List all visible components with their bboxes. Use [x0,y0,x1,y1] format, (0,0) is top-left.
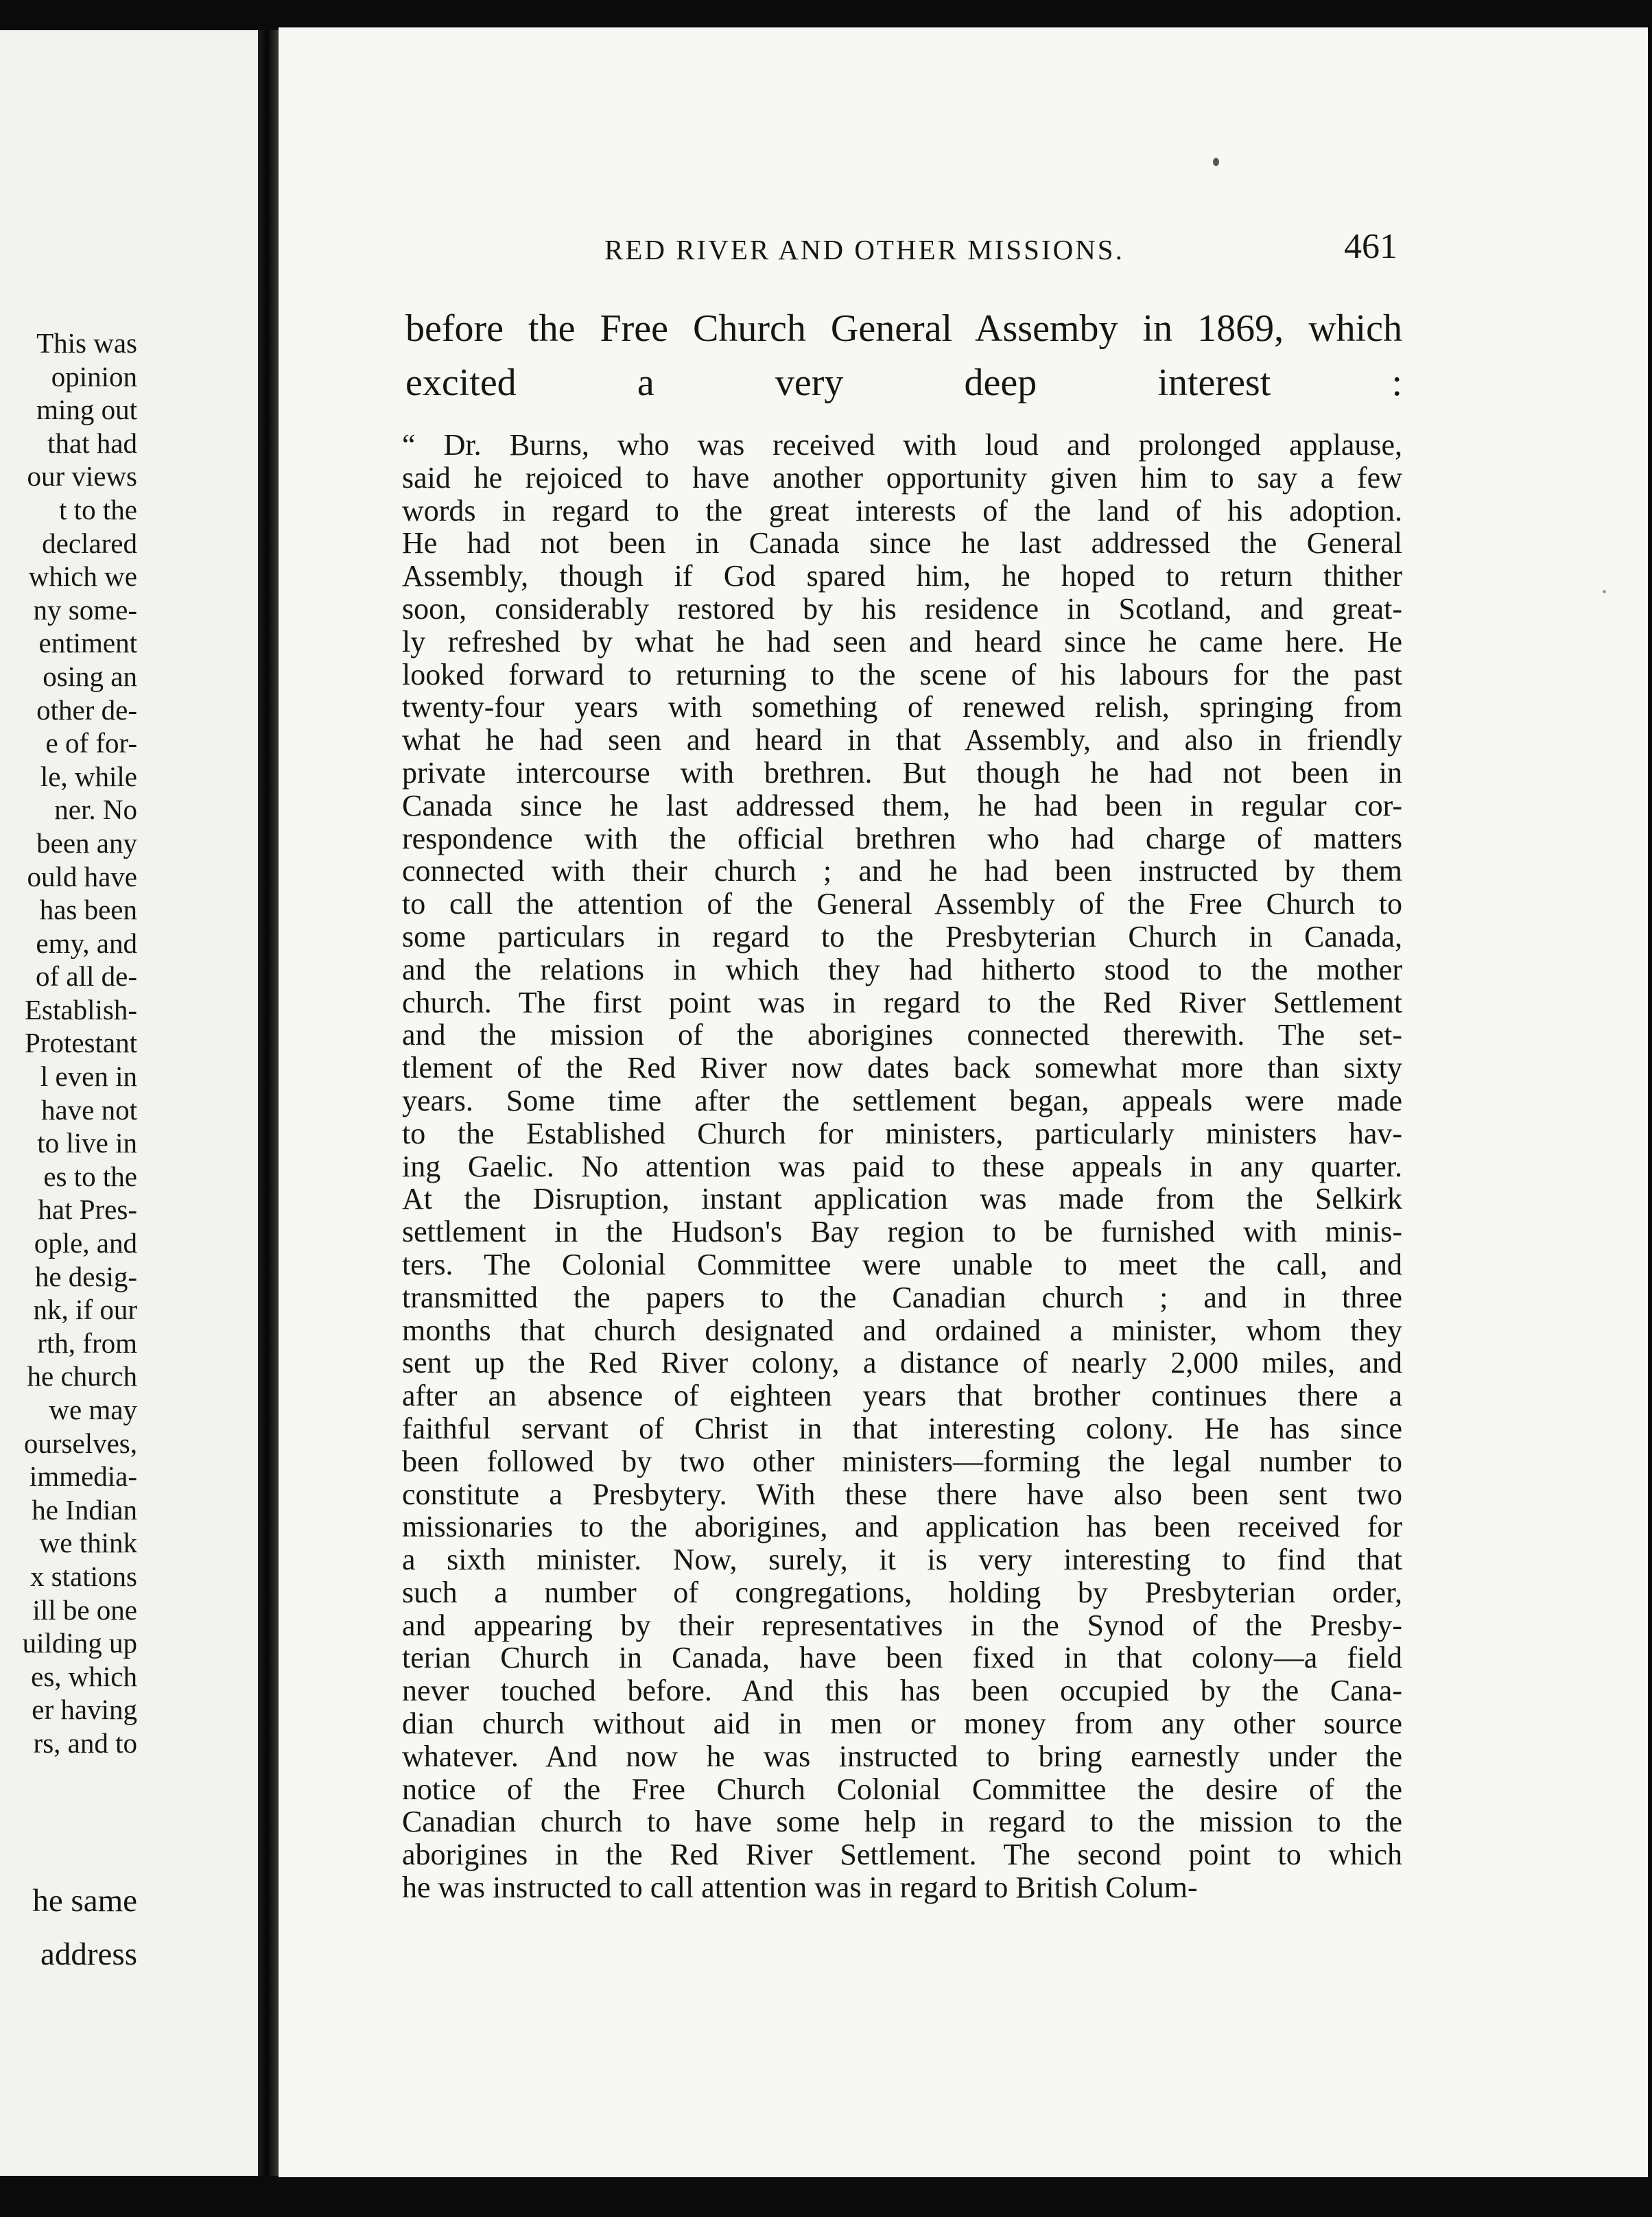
left-page [0,30,262,2176]
page-number: 461 [1344,227,1397,266]
body-text-line: faithful servant of Christ in that interesting colony. He has since [402,1411,1402,1445]
body-text-line: to the Established Church for ministers, particularly ministers hav- [402,1116,1402,1150]
body-text-line: ters. The Colonial Committee were unable to meet the call, and [402,1247,1402,1281]
body-text-line: notice of the Free Church Colonial Committee the desire of the [402,1772,1402,1806]
left-tail-line: he same [32,1883,137,1919]
left-text-line: es to the [43,1160,137,1192]
body-text-line: transmitted the papers to the Canadian church ; and in three [402,1280,1402,1314]
body-text-line: private intercourse with brethren. But though he had not been in [402,755,1402,790]
body-text-line: He had not been in Canada since he last addressed the General [402,526,1402,560]
body-text-line: dian church without aid in men or money from any other source [402,1707,1402,1741]
body-text-line: such a number of congregations, holding by Presbyterian order, [402,1575,1402,1609]
left-text-line: he church [27,1360,137,1392]
left-text-line: Establish- [25,993,137,1025]
left-page-tail-text [32,1874,137,1981]
left-text-line: ming out [36,394,137,426]
left-text-line: Protestant [25,1027,137,1059]
ink-speck [1213,158,1219,166]
left-text-line: to live in [37,1127,137,1159]
left-text-line: l even in [40,1060,137,1093]
body-text-line: soon, considerably restored by his residence in Scotland, and great- [402,591,1402,626]
left-text-line: hat Pres- [38,1194,137,1226]
left-text-line: e of for- [45,727,137,759]
left-text-line: rth, from [37,1327,137,1359]
intro-line: excited a very deep interest : [405,361,1402,404]
body-text-line: words in regard to the great interests of the land of his adoption. [402,493,1402,527]
left-text-line: rs, and to [33,1727,137,1759]
body-text-line: he was instructed to call attention was in regard to British Colum- [402,1871,1198,1905]
left-text-line: entiment [38,627,137,659]
book-gutter [258,30,279,2176]
body-text-line: terian Church in Canada, have been fixed in that colony—a field [402,1641,1402,1675]
intro-paragraph [405,302,1402,410]
body-text-line: settlement in the Hudson's Bay region to be furnished with minis- [402,1215,1402,1249]
left-text-line: ill be one [32,1593,137,1626]
left-text-line: has been [39,894,137,926]
body-text-line: looked forward to returning to the scene of his labours for the past [402,657,1402,691]
body-text-line: church. The first point was in regard to the Red River Settlement [402,985,1402,1019]
body-text-line: Canada since he last addressed them, he had been in regular cor- [402,788,1402,822]
left-text-line: that had [47,427,137,459]
left-text-line: This was [36,327,137,359]
left-text-line: he desig- [34,1260,137,1292]
left-text-line: x stations [30,1560,137,1592]
body-text-line: what he had seen and heard in that Assembly, and also in friendly [402,723,1402,757]
left-text-line: ner. No [54,794,137,826]
left-text-line: es, which [31,1660,137,1692]
left-text-line: ould have [27,860,137,892]
intro-line: before the Free Church General Assemby in 1869, which [405,307,1402,350]
running-head [279,226,1648,274]
body-text-line: whatever. And now he was instructed to bring earnestly under the [402,1739,1402,1773]
body-text-line: At the Disruption, instant application was made from the Selkirk [402,1182,1402,1216]
body-text-line: twenty-four years with something of renewed relish, springing from [402,690,1402,724]
left-text-line: nk, if our [33,1294,137,1326]
running-head-title: RED RIVER AND OTHER MISSIONS. [604,234,1124,265]
left-text-line: ople, and [34,1227,137,1259]
left-text-line: declared [42,527,137,559]
left-text-line: le, while [40,760,137,792]
body-text-line: respondence with the official brethren who had charge of matters [402,821,1402,855]
left-text-line: been any [36,827,137,859]
body-text-line: aborigines in the Red River Settlement. The second point to which [402,1838,1402,1872]
quoted-speech-paragraph [402,429,1402,1904]
left-text-line: osing an [43,660,137,692]
body-text-line: ly refreshed by what he had seen and heard since he came here. He [402,624,1402,659]
body-text-line: never touched before. And this has been occupied by the Cana- [402,1674,1402,1708]
left-page-text [0,327,137,1760]
left-text-line: emy, and [36,927,137,959]
right-page [279,27,1648,2177]
left-text-line: have not [40,1093,137,1126]
body-text-line: said he rejoiced to have another opportunity given him to say a few [402,460,1402,495]
left-text-line: uilding up [22,1627,137,1659]
body-text-line: tlement of the Red River now dates back somewhat more than sixty [402,1051,1402,1085]
body-text-line: ing Gaelic. No attention was paid to these appeals in any quarter. [402,1149,1402,1183]
left-text-line: which we [28,560,137,593]
body-text-line: sent up the Red River colony, a distance of nearly 2,000 miles, and [402,1346,1402,1380]
body-text-line: and appearing by their representatives in the Synod of the Presby- [402,1608,1402,1642]
left-text-line: he Indian [32,1493,137,1526]
left-text-line: opinion [51,360,137,392]
body-text-line: constitute a Presbytery. With these there have also been sent two [402,1477,1402,1511]
body-text-line: missionaries to the aborigines, and application has been received for [402,1510,1402,1544]
left-text-line: immedia- [29,1460,137,1493]
body-text-line: months that church designated and ordained a minister, whom they [402,1313,1402,1347]
left-text-line: our views [27,460,137,493]
body-text-line: Assembly, though if God spared him, he hoped to return thither [402,559,1402,593]
left-text-line: ourselves, [23,1427,137,1459]
body-text-line: some particulars in regard to the Presbyterian Church in Canada, [402,919,1402,953]
body-text-line: years. Some time after the settlement began, appeals were made [402,1083,1402,1117]
body-text-line: to call the attention of the General Assembly of the Free Church to [402,887,1402,921]
left-text-line: ny some- [33,593,137,626]
left-text-line: t to the [59,493,137,525]
left-text-line: of all de- [36,960,137,993]
body-text-line: a sixth minister. Now, surely, it is very interesting to find that [402,1543,1402,1577]
body-text-line: been followed by two other ministers—forming the legal number to [402,1444,1402,1478]
body-text-line: after an absence of eighteen years that brother continues there a [402,1379,1402,1413]
ink-speck [1603,590,1606,593]
left-text-line: we think [39,1527,137,1559]
body-text-line: and the relations in which they had hitherto stood to the mother [402,952,1402,986]
left-text-line: we may [49,1394,137,1425]
body-text-line: “ Dr. Burns, who was received with loud and prolonged applause, [402,428,1402,462]
body-text-line: and the mission of the aborigines connected therewith. The set- [402,1018,1402,1052]
left-tail-line: address [40,1936,137,1972]
left-text-line: other de- [36,693,137,726]
left-text-line: er having [32,1694,137,1726]
body-text-line: connected with their church ; and he had been instructed by them [402,854,1402,888]
body-text-line: Canadian church to have some help in regard to the mission to the [402,1805,1402,1839]
